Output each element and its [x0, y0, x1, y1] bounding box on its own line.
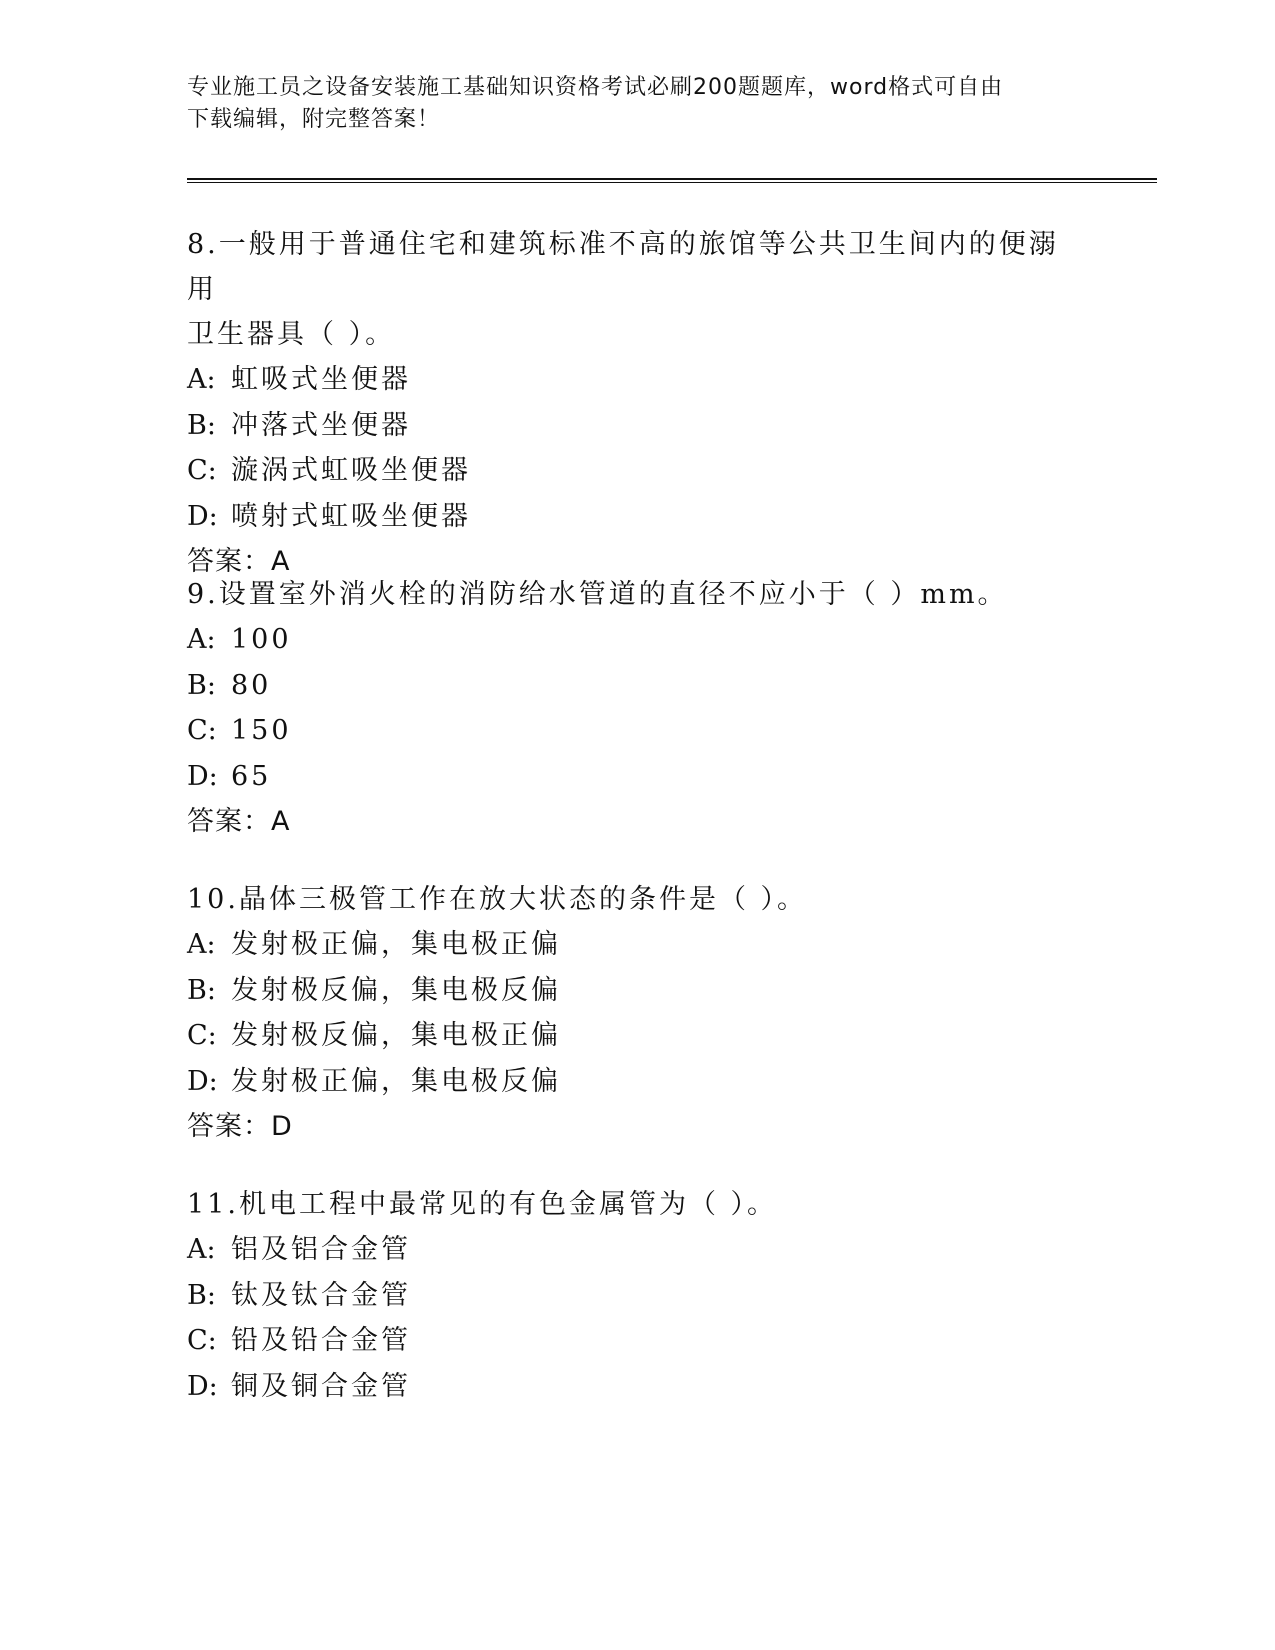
- answer-line: 答案：D: [187, 1111, 293, 1142]
- question-text: 10.晶体三极管工作在放大状态的条件是（ ）。: [187, 884, 808, 915]
- option-c: [187, 448, 1087, 494]
- option-key: B:: [187, 974, 216, 1006]
- option-a: [187, 357, 1087, 403]
- option-key: A:: [187, 624, 216, 655]
- option-text: 喷射式虹吸坐便器: [231, 500, 471, 532]
- option-text: 铜及铜合金管: [231, 1370, 411, 1402]
- question-9: [187, 572, 1087, 844]
- option-a: [187, 1227, 1087, 1273]
- option-c: [187, 1318, 1087, 1364]
- option-text: 发射极正偏，集电极正偏: [231, 929, 561, 960]
- option-text: 冲落式坐便器: [231, 409, 411, 441]
- option-key: D:: [187, 500, 218, 532]
- question-text-continued: 卫生器具（ ）。: [187, 319, 396, 350]
- option-d: [187, 754, 1087, 800]
- option-key: B:: [187, 669, 216, 701]
- option-key: B:: [187, 1279, 216, 1311]
- option-text: 80: [231, 669, 272, 701]
- header-divider: [187, 178, 1157, 183]
- question-8: [187, 222, 1087, 584]
- option-b: [187, 663, 1087, 709]
- option-text: 65: [231, 760, 272, 792]
- answer-line: 答案：A: [187, 806, 291, 837]
- answer-line: 答案：A: [187, 546, 291, 577]
- option-d: [187, 1364, 1087, 1410]
- option-d: [187, 494, 1087, 540]
- option-text: 发射极反偏，集电极正偏: [231, 1020, 561, 1051]
- option-key: C:: [187, 455, 217, 486]
- option-key: C:: [187, 1020, 217, 1051]
- option-b: [187, 403, 1087, 449]
- option-text: 虹吸式坐便器: [231, 364, 411, 395]
- option-key: D:: [187, 760, 218, 792]
- option-d: [187, 1059, 1087, 1105]
- option-b: [187, 968, 1087, 1014]
- option-c: [187, 708, 1087, 754]
- option-b: [187, 1273, 1087, 1319]
- question-text: 11.机电工程中最常见的有色金属管为（ ）。: [187, 1189, 778, 1220]
- option-text: 钛及钛合金管: [231, 1279, 411, 1311]
- option-text: 铝及铝合金管: [231, 1234, 411, 1265]
- option-c: [187, 1013, 1087, 1059]
- option-a: [187, 922, 1087, 968]
- header-line-1: 专业施工员之设备安装施工基础知识资格考试必刷200题题库，word格式可自由: [187, 75, 1004, 100]
- option-a: [187, 617, 1087, 663]
- option-key: A:: [187, 1234, 216, 1265]
- option-text: 150: [231, 715, 292, 746]
- option-text: 发射极反偏，集电极反偏: [231, 974, 561, 1006]
- option-text: 铅及铅合金管: [231, 1325, 411, 1356]
- option-key: C:: [187, 715, 217, 746]
- option-text: 漩涡式虹吸坐便器: [231, 455, 471, 486]
- question-11: [187, 1182, 1087, 1409]
- document-header: [187, 72, 1087, 136]
- question-text: 8.一般用于普通住宅和建筑标准不高的旅馆等公共卫生间内的便溺用: [187, 229, 1059, 305]
- header-line-2: 下载编辑，附完整答案！: [187, 107, 441, 132]
- option-key: D:: [187, 1065, 218, 1097]
- option-text: 发射极正偏，集电极反偏: [231, 1065, 561, 1097]
- option-key: C:: [187, 1325, 217, 1356]
- question-text: 9.设置室外消火栓的消防给水管道的直径不应小于（ ）mm。: [187, 579, 1008, 610]
- option-key: A:: [187, 929, 216, 960]
- option-key: D:: [187, 1370, 218, 1402]
- option-text: 100: [231, 624, 292, 655]
- option-key: A:: [187, 364, 216, 395]
- question-10: [187, 877, 1087, 1149]
- option-key: B:: [187, 409, 216, 441]
